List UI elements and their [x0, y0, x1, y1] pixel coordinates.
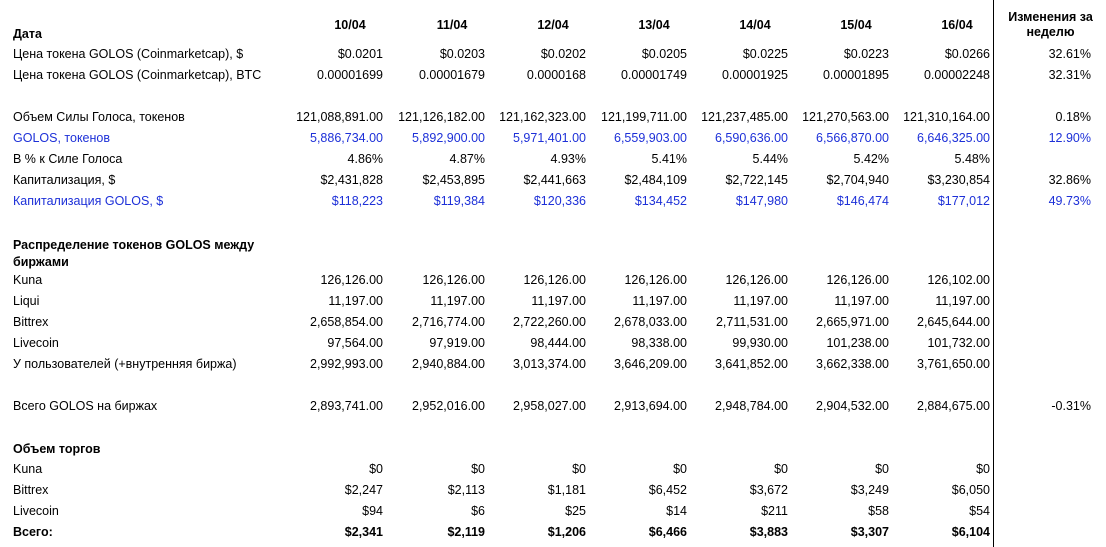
volume-row-0-value-5: $0	[875, 462, 889, 476]
price-row-1-value-5: 0.00001895	[822, 68, 889, 82]
supply-row-3-value-4: $2,722,145	[725, 173, 788, 187]
distribution-row-3-value-3: 98,338.00	[631, 336, 687, 350]
supply-row-1-value-3: 6,559,903.00	[614, 131, 687, 145]
price-row-1-change: 32.31%	[1048, 68, 1091, 82]
supply-row-0	[0, 107, 1106, 128]
volume-row-1-value-2: $1,181	[547, 483, 586, 497]
volume-total-value-1: $2,119	[447, 525, 485, 539]
supply-row-4-change: 49.73%	[1048, 194, 1091, 208]
distribution-total-value-6: 2,884,675.00	[917, 399, 990, 413]
distribution-row-0-value-4: 126,126.00	[725, 273, 788, 287]
header-change-line2: неделю	[1026, 25, 1075, 39]
volume-total	[0, 522, 1106, 543]
distribution-total-value-2: 2,958,027.00	[513, 399, 586, 413]
supply-row-2-label: В % к Силе Голоса	[13, 152, 123, 166]
volume-row-1-value-4: $3,672	[749, 483, 788, 497]
supply-row-1-value-2: 5,971,401.00	[513, 131, 586, 145]
volume-row-1-change	[995, 480, 1091, 501]
distribution-row-2-label: Bittrex	[13, 315, 49, 329]
supply-row-4-value-6: $177,012	[937, 194, 990, 208]
distribution-row-1-change	[995, 291, 1091, 312]
supply-row-1	[0, 128, 1106, 149]
distribution-row-0	[0, 270, 1106, 291]
distribution-row-3	[0, 333, 1106, 354]
volume-row-2-value-1: $6	[471, 504, 485, 518]
distribution-row-1-label: Liqui	[13, 294, 40, 308]
price-row-1	[0, 65, 1106, 86]
distribution-row-1-value-2: 11,197.00	[531, 294, 586, 308]
supply-row-1-change: 12.90%	[1048, 131, 1091, 145]
supply-row-0-value-0: 121,088,891.00	[296, 110, 383, 124]
distribution-row-1-value-1: 11,197.00	[430, 294, 485, 308]
volume-row-2-label: Livecoin	[13, 504, 59, 518]
volume-row-1-value-6: $6,050	[951, 483, 990, 497]
supply-row-4-value-0: $118,223	[331, 194, 383, 208]
volume-row-2	[0, 501, 1106, 522]
distribution-row-2-value-3: 2,678,033.00	[614, 315, 687, 329]
volume-total-change	[995, 522, 1091, 543]
price-row-0-value-6: $0.0266	[944, 47, 990, 61]
distribution-row-3-label: Livecoin	[13, 336, 59, 350]
supply-row-0-value-2: 121,162,323.00	[499, 110, 586, 124]
volume-row-2-change	[995, 501, 1091, 522]
volume-row-2-value-6: $54	[969, 504, 990, 518]
distribution-row-2-value-5: 2,665,971.00	[816, 315, 889, 329]
header-day-4: 14/04	[739, 18, 771, 32]
supply-row-2-value-5: 5.42%	[853, 152, 889, 166]
volume-row-0-label: Kuna	[13, 462, 43, 476]
supply-row-3	[0, 170, 1106, 191]
distribution-total	[0, 396, 1106, 417]
volume-total-value-4: $3,883	[749, 525, 788, 539]
supply-row-3-value-0: $2,431,828	[320, 173, 383, 187]
supply-row-1-label: GOLOS, токенов	[13, 131, 110, 145]
supply-row-2-value-3: 5.41%	[651, 152, 687, 166]
distribution-row-2-value-4: 2,711,531.00	[715, 315, 788, 329]
volume-row-0-value-3: $0	[673, 462, 687, 476]
distribution-total-value-4: 2,948,784.00	[715, 399, 788, 413]
distribution-row-3-value-1: 97,919.00	[429, 336, 485, 350]
supply-row-1-value-4: 6,590,636.00	[715, 131, 788, 145]
price-row-0	[0, 44, 1106, 65]
distribution-row-4-value-5: 3,662,338.00	[816, 357, 889, 371]
price-row-1-value-0: 0.00001699	[316, 68, 383, 82]
supply-row-4-label: Капитализация GOLOS, $	[13, 194, 164, 208]
volume-total-value-5: $3,307	[850, 525, 889, 539]
distribution-total-value-1: 2,952,016.00	[412, 399, 485, 413]
header-date-label: Дата	[13, 27, 42, 41]
price-row-1-label: Цена токена GOLOS (Coinmarketcap), BTC	[13, 68, 262, 82]
header-change-line1: Изменения за	[1008, 10, 1093, 24]
distribution-row-1-value-0: 11,197.00	[328, 294, 383, 308]
volume-row-1	[0, 480, 1106, 501]
supply-row-3-value-3: $2,484,109	[624, 173, 687, 187]
volume-row-0-value-2: $0	[572, 462, 586, 476]
supply-row-0-change: 0.18%	[1055, 110, 1091, 124]
distribution-row-2-value-1: 2,716,774.00	[412, 315, 485, 329]
volume-row-0	[0, 459, 1106, 480]
distribution-row-4-value-0: 2,992,993.00	[310, 357, 383, 371]
distribution-total-value-0: 2,893,741.00	[310, 399, 383, 413]
volume-row-2-value-2: $25	[565, 504, 586, 518]
price-row-0-value-1: $0.0203	[439, 47, 485, 61]
header-change-label	[995, 10, 1106, 40]
distribution-total-value-3: 2,913,694.00	[614, 399, 687, 413]
volume-row-2-value-3: $14	[666, 504, 687, 518]
price-row-1-value-2: 0.0000168	[526, 68, 586, 82]
header-day-5: 15/04	[840, 18, 872, 32]
distribution-row-4-value-3: 3,646,209.00	[614, 357, 687, 371]
volume-row-2-value-4: $211	[761, 504, 788, 518]
volume-row-0-value-4: $0	[774, 462, 788, 476]
supply-row-4-value-3: $134,452	[634, 194, 687, 208]
distribution-row-3-change	[995, 333, 1091, 354]
header-day-6: 16/04	[941, 18, 973, 32]
price-row-0-value-3: $0.0205	[641, 47, 687, 61]
supply-row-3-value-1: $2,453,895	[422, 173, 485, 187]
header-day-3: 13/04	[638, 18, 670, 32]
volume-row-0-change	[995, 459, 1091, 480]
distribution-row-1-value-4: 11,197.00	[733, 294, 788, 308]
volume-total-value-2: $1,206	[547, 525, 586, 539]
supply-row-0-label: Объем Силы Голоса, токенов	[13, 110, 185, 124]
distribution-row-0-value-5: 126,126.00	[826, 273, 889, 287]
distribution-row-0-value-2: 126,126.00	[523, 273, 586, 287]
distribution-row-2	[0, 312, 1106, 333]
header-day-2: 12/04	[537, 18, 569, 32]
supply-row-1-value-5: 6,566,870.00	[816, 131, 889, 145]
supply-row-3-label: Капитализация, $	[13, 173, 116, 187]
distribution-row-4-value-1: 2,940,884.00	[412, 357, 485, 371]
distribution-row-4-change	[995, 354, 1091, 375]
distribution-title-line1: Распределение токенов GOLOS между	[13, 238, 255, 252]
distribution-row-2-change	[995, 312, 1091, 333]
supply-row-3-value-5: $2,704,940	[826, 173, 889, 187]
distribution-row-4-value-6: 3,761,650.00	[917, 357, 990, 371]
price-row-0-value-4: $0.0225	[742, 47, 788, 61]
distribution-row-1-value-3: 11,197.00	[632, 294, 687, 308]
distribution-row-1-value-6: 11,197.00	[935, 294, 990, 308]
supply-row-2-value-6: 5.48%	[954, 152, 990, 166]
distribution-title-line2: биржами	[13, 255, 69, 269]
distribution-total-change: -0.31%	[1051, 399, 1091, 413]
supply-row-3-change: 32.86%	[1048, 173, 1091, 187]
volume-total-value-6: $6,104	[951, 525, 990, 539]
volume-row-1-value-3: $6,452	[648, 483, 687, 497]
distribution-row-0-change	[995, 270, 1091, 291]
supply-row-1-value-1: 5,892,900.00	[412, 131, 485, 145]
distribution-row-3-value-2: 98,444.00	[530, 336, 586, 350]
volume-row-1-label: Bittrex	[13, 483, 49, 497]
volume-row-1-value-5: $3,249	[850, 483, 889, 497]
supply-row-0-value-5: 121,270,563.00	[802, 110, 889, 124]
distribution-row-3-value-5: 101,238.00	[826, 336, 889, 350]
distribution-total-label: Всего GOLOS на биржах	[13, 399, 158, 413]
distribution-row-2-value-6: 2,645,644.00	[917, 315, 990, 329]
supply-row-2-value-1: 4.87%	[449, 152, 485, 166]
price-row-1-value-6: 0.00002248	[923, 68, 990, 82]
header-day-1: 11/04	[436, 18, 468, 32]
distribution-row-1-value-5: 11,197.00	[834, 294, 889, 308]
distribution-title	[13, 237, 303, 271]
volume-title: Объем торгов	[13, 442, 101, 456]
supply-row-2-change	[995, 149, 1091, 170]
distribution-row-1	[0, 291, 1106, 312]
volume-row-1-value-0: $2,247	[344, 483, 383, 497]
volume-row-0-value-0: $0	[369, 462, 383, 476]
supply-row-2-value-0: 4.86%	[347, 152, 383, 166]
supply-row-4	[0, 191, 1106, 212]
supply-row-2	[0, 149, 1106, 170]
supply-row-1-value-0: 5,886,734.00	[310, 131, 383, 145]
distribution-row-2-value-2: 2,722,260.00	[513, 315, 586, 329]
supply-row-1-value-6: 6,646,325.00	[917, 131, 990, 145]
distribution-row-4-value-4: 3,641,852.00	[715, 357, 788, 371]
distribution-row-2-value-0: 2,658,854.00	[310, 315, 383, 329]
header-day-0: 10/04	[334, 18, 366, 32]
supply-row-0-value-3: 121,199,711.00	[601, 110, 687, 124]
distribution-row-3-value-4: 99,930.00	[732, 336, 788, 350]
distribution-row-4-value-2: 3,013,374.00	[513, 357, 586, 371]
supply-row-0-value-1: 121,126,182.00	[398, 110, 485, 124]
price-row-0-change: 32.61%	[1048, 47, 1091, 61]
distribution-row-4	[0, 354, 1106, 375]
distribution-row-3-value-6: 101,732.00	[927, 336, 990, 350]
price-row-0-value-0: $0.0201	[337, 47, 383, 61]
volume-row-2-value-5: $58	[868, 504, 889, 518]
distribution-total-value-5: 2,904,532.00	[816, 399, 889, 413]
price-row-1-value-3: 0.00001749	[620, 68, 687, 82]
volume-row-2-value-0: $94	[362, 504, 383, 518]
distribution-row-0-value-3: 126,126.00	[624, 273, 687, 287]
supply-row-3-value-2: $2,441,663	[523, 173, 586, 187]
supply-row-4-value-4: $147,980	[735, 194, 788, 208]
supply-row-0-value-4: 121,237,485.00	[701, 110, 788, 124]
volume-total-label: Всего:	[13, 525, 53, 539]
distribution-row-0-value-6: 126,102.00	[927, 273, 990, 287]
supply-row-2-value-4: 5.44%	[752, 152, 788, 166]
price-row-1-value-1: 0.00001679	[418, 68, 485, 82]
supply-row-0-value-6: 121,310,164.00	[903, 110, 990, 124]
volume-total-value-3: $6,466	[648, 525, 687, 539]
supply-row-4-value-1: $119,384	[433, 194, 485, 208]
supply-row-3-value-6: $3,230,854	[927, 173, 990, 187]
distribution-row-0-value-1: 126,126.00	[422, 273, 485, 287]
volume-row-0-value-1: $0	[471, 462, 485, 476]
distribution-row-0-value-0: 126,126.00	[320, 273, 383, 287]
volume-total-value-0: $2,341	[344, 525, 383, 539]
price-row-1-value-4: 0.00001925	[721, 68, 788, 82]
volume-row-0-value-6: $0	[976, 462, 990, 476]
distribution-row-3-value-0: 97,564.00	[327, 336, 383, 350]
distribution-row-4-label: У пользователей (+внутренняя биржа)	[13, 357, 237, 371]
volume-row-1-value-1: $2,113	[447, 483, 485, 497]
supply-row-4-value-5: $146,474	[836, 194, 889, 208]
price-row-0-value-5: $0.0223	[843, 47, 889, 61]
supply-row-2-value-2: 4.93%	[550, 152, 586, 166]
supply-row-4-value-2: $120,336	[533, 194, 586, 208]
distribution-row-0-label: Kuna	[13, 273, 43, 287]
price-row-0-value-2: $0.0202	[540, 47, 586, 61]
price-row-0-label: Цена токена GOLOS (Coinmarketcap), $	[13, 47, 244, 61]
